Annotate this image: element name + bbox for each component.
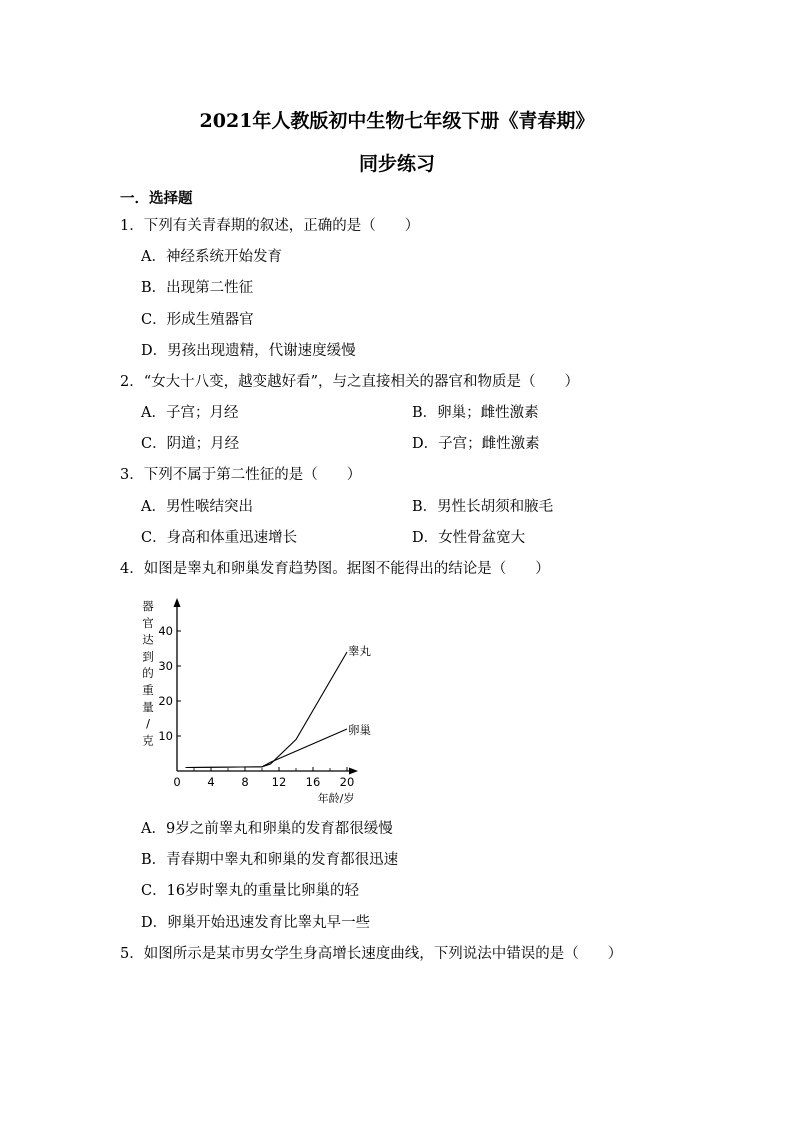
x-tick-label: 0 [173,775,181,789]
question-4-stem: 4．如图是睾丸和卵巢发育趋势图。据图不能得出的结论是（ ） [120,561,550,577]
question-4-option-b: B．青春期中睾丸和卵巢的发育都很迅速 [141,852,399,868]
y-axis-label-char: 重 [142,683,154,697]
question-4-option-d: D．卵巢开始迅速发育比睾丸早一些 [141,915,371,931]
question-3-stem: 3．下列不属于第二性征的是（ ） [120,467,362,483]
y-tick-label: 30 [158,659,173,673]
growth-chart [130,590,380,815]
question-2-option-b: B．卵巢；雌性激素 [412,405,539,421]
y-axis-label-char: 达 [142,632,154,647]
series-label: 卵巢 [348,723,371,737]
question-1-option-d: D．男孩出现遗精，代谢速度缓慢 [141,343,356,359]
y-axis-label-char: / [146,716,150,731]
y-tick-label: 10 [158,729,173,743]
section-heading: 一．选择题 [120,190,193,207]
y-tick-label: 40 [158,624,173,638]
question-2-option-c: C．阴道；月经 [141,436,240,452]
question-3-option-d: D．女性骨盆宽大 [412,530,526,546]
x-tick-label: 12 [271,775,287,789]
question-3-option-a: A．男性喉结突出 [141,499,253,515]
x-axis-label: 年龄/岁 [317,792,355,805]
question-3-option-b: B．男性长胡须和腋毛 [412,499,554,515]
document-subtitle: 同步练习 [358,153,435,175]
question-1-option-a: A．神经系统开始发育 [141,249,282,265]
document-title: 2021年人教版初中生物七年级下册《青春期》 [199,110,595,132]
x-tick-label: 20 [339,775,355,789]
y-axis-label-char: 克 [142,733,154,748]
question-2-option-d: D．子宫；雌性激素 [412,436,540,452]
y-tick-label: 20 [158,694,173,708]
question-1-stem: 1．下列有关青春期的叙述，正确的是（ ） [120,218,420,234]
series-line-testis [186,652,348,768]
series-label: 睾丸 [348,644,371,658]
question-1-option-c: C．形成生殖器官 [141,312,254,328]
question-2-option-a: A．子宫；月经 [141,405,239,421]
x-axis-arrow [349,768,358,775]
question-5-stem: 5．如图所示是某市男女学生身高增长速度曲线，下列说法中错误的是（ ） [120,946,623,962]
y-axis-label-char: 官 [142,615,154,630]
y-axis-label [142,599,154,747]
x-tick-label: 4 [207,775,215,789]
question-4-option-c: C．16岁时睾丸的重量比卵巢的轻 [141,883,360,899]
question-4-option-a: A．9岁之前睾丸和卵巢的发育都很缓慢 [141,821,393,837]
y-axis-label-char: 的 [142,666,154,681]
y-axis-label-char: 到 [142,649,154,664]
x-tick-label: 16 [305,775,321,789]
y-axis-arrow [174,598,181,607]
y-axis-label-char: 量 [142,699,154,714]
y-axis-label-char: 器 [142,599,154,613]
question-3-option-c: C．身高和体重迅速增长 [141,530,298,546]
x-tick-label: 8 [241,775,249,789]
question-2-stem: 2．“女大十八变，越变越好看”，与之直接相关的器官和物质是（ ） [120,374,580,390]
question-1-option-b: B．出现第二性征 [141,280,254,296]
series-line-ovary [186,729,348,768]
